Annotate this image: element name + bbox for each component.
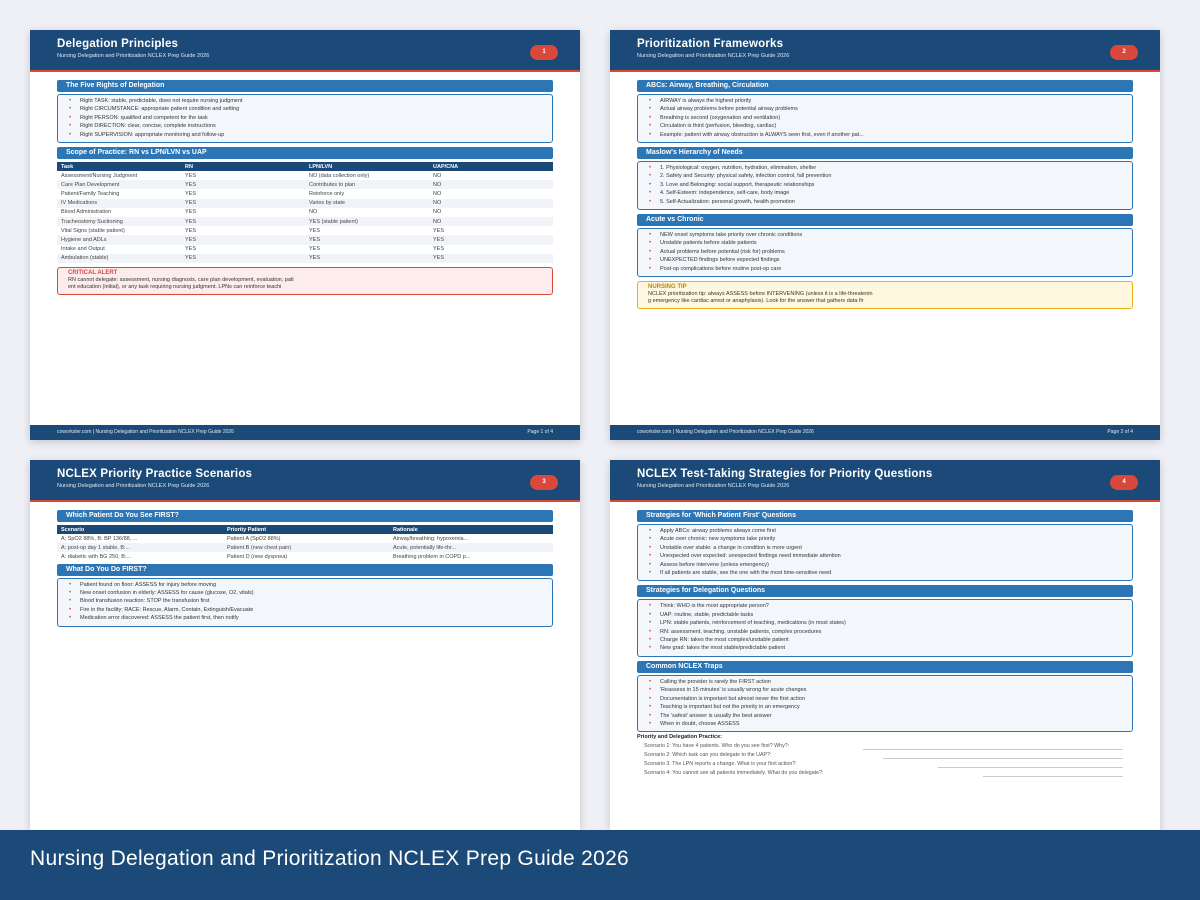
list-item: • Documentation is important but almost never the first action bbox=[644, 695, 1126, 703]
table-header-row bbox=[57, 162, 553, 171]
page-footer bbox=[30, 425, 580, 440]
abc-list-box bbox=[637, 94, 1133, 143]
list-item: • Example: patient with airway obstruction is ALWAYS seen first, even if another pat... bbox=[644, 131, 1126, 139]
list-item: • Calling the provider is rarely the FIRST action bbox=[644, 678, 1126, 686]
table-row bbox=[57, 235, 553, 244]
practice-prompt-text: Scenario 1: You have 4 patients. Who do you see first? Why?: bbox=[644, 743, 790, 750]
table-cell: Blood Administration bbox=[61, 209, 112, 216]
critical-alert bbox=[57, 267, 553, 295]
list-item: • Actual problems before potential (risk for) problems bbox=[644, 248, 1126, 256]
answer-line[interactable] bbox=[983, 776, 1123, 777]
list-item: • Right TASK: stable, predictable, does not require nursing judgment bbox=[64, 97, 546, 105]
table-cell: Varies by state bbox=[305, 199, 429, 208]
table-cell: Tracheostomy Suctioning bbox=[57, 217, 181, 226]
list-item: • Post-op complications before routine post-op care bbox=[644, 265, 1126, 273]
alert-text: ent education (initial), or any task requiring nursing judgment. LPNs can reinforce teachi bbox=[68, 283, 282, 290]
tip-text: g emergency like cardiac arrest or anaphylaxis). Look for the answer that gathers data fir bbox=[648, 298, 864, 305]
table-cell: Patient B (new chest pain) bbox=[223, 543, 389, 552]
banner-title: Nursing Delegation and Prioritization NCLEX Prep Guide 2026 bbox=[30, 847, 630, 870]
list-item: • Breathing is second (oxygenation and ventilation) bbox=[644, 114, 1126, 122]
page-title: NCLEX Priority Practice Scenarios bbox=[57, 468, 253, 480]
table-cell: YES bbox=[429, 254, 553, 263]
list-item: • AIRWAY is always the highest priority bbox=[644, 97, 1126, 105]
list-item: • Patient found on floor: ASSESS for injury before moving bbox=[64, 581, 546, 589]
table-cell: A: diabetic with BG 250, B:... bbox=[61, 553, 132, 560]
list-item: • UAP: routine, stable, predictable tasks bbox=[644, 611, 1126, 619]
list-item: • 2. Safety and Security: physical safety, infection control, fall prevention bbox=[644, 172, 1126, 180]
list-item: • Think: WHO is the most appropriate person? bbox=[644, 602, 1126, 610]
page-title: Prioritization Frameworks bbox=[637, 38, 784, 50]
table-cell: YES bbox=[181, 254, 305, 263]
alert-title: CRITICAL ALERT bbox=[68, 269, 118, 276]
list-item: • Unstable over stable: a change in condition is more urgent bbox=[644, 544, 1126, 552]
page-header bbox=[30, 30, 580, 72]
table-cell: YES (stable patient) bbox=[305, 217, 429, 226]
column-header: LPN/LVN bbox=[305, 162, 429, 171]
list-item: • Blood transfusion reaction: STOP the transfusion first bbox=[64, 597, 546, 605]
list-item: • NEW onset symptoms take priority over chronic conditions bbox=[644, 231, 1126, 239]
table-cell: NO bbox=[433, 172, 442, 179]
table-cell: NO bbox=[433, 209, 442, 216]
practice-prompt bbox=[637, 751, 1133, 760]
list-item: • 'Reassess in 15 minutes' is usually wrong for acute changes bbox=[644, 686, 1126, 694]
footer-page-count: Page 2 of 4 bbox=[1107, 429, 1133, 435]
page-title: NCLEX Test-Taking Strategies for Priority Questions bbox=[637, 468, 933, 480]
practice-heading: Priority and Delegation Practice: bbox=[637, 734, 722, 741]
table-row bbox=[57, 208, 553, 217]
table-row bbox=[57, 189, 553, 198]
table-cell: Ambulation (stable) bbox=[57, 254, 181, 263]
page-header bbox=[30, 460, 580, 502]
column-header: Priority Patient bbox=[223, 525, 389, 534]
page-3 bbox=[30, 460, 580, 830]
list-item: • New onset confusion in elderly: ASSESS for cause (glucose, O2, vitals) bbox=[64, 589, 546, 597]
do-first-list-box bbox=[57, 578, 553, 627]
list-item: • Assess before intervene (unless emergency) bbox=[644, 561, 1126, 569]
list-item: • 5. Self-Actualization: personal growth, health promotion bbox=[644, 198, 1126, 206]
column-header: Scenario bbox=[57, 525, 223, 534]
table-cell: YES bbox=[185, 172, 197, 179]
table-cell: NO bbox=[429, 217, 553, 226]
list-item: • Actual airway problems before potential airway problems bbox=[644, 105, 1126, 113]
table-row bbox=[57, 226, 553, 235]
page-number-badge: 3 bbox=[530, 475, 558, 490]
list-item: • LPN: stable patients, reinforcement of teaching, medications (in most states) bbox=[644, 619, 1126, 627]
page-number-badge: 1 bbox=[530, 45, 558, 60]
list-item: • The 'safest' answer is usually the best answer bbox=[644, 712, 1126, 720]
table-cell: Airway/breathing: hypoxemia... bbox=[393, 535, 469, 542]
list-item: • Medication error discovered: ASSESS the patient first, then notify bbox=[64, 614, 546, 622]
table-cell: NO (data collection only) bbox=[309, 172, 370, 179]
section-header: ABCs: Airway, Breathing, Circulation bbox=[637, 80, 1133, 92]
table-cell: YES bbox=[433, 246, 445, 253]
list-item: • Unstable patients before stable patients bbox=[644, 239, 1126, 247]
page-header bbox=[610, 30, 1160, 72]
practice-prompt-text: Scenario 2: Which task can you delegate to the UAP?: bbox=[644, 752, 772, 759]
table-cell: Intake and Output bbox=[61, 246, 105, 253]
table-cell: Patient/Family Teaching bbox=[61, 191, 120, 197]
table-cell: Vital Signs (stable patient) bbox=[61, 227, 125, 234]
list-item: • 4. Self-Esteem: independence, self-care, body image bbox=[644, 189, 1126, 197]
page-title: Delegation Principles bbox=[57, 38, 179, 50]
list-item: • UNEXPECTED findings before expected findings bbox=[644, 256, 1126, 264]
table-cell: Breathing problem in COPD p... bbox=[393, 553, 471, 560]
table-cell: YES bbox=[429, 235, 553, 244]
list-item: • 3. Love and Belonging: social support, therapeutic relationships bbox=[644, 181, 1126, 189]
practice-prompt-text: Scenario 3: The LPN reports a change. What is your first action?: bbox=[644, 761, 797, 768]
acute-list-box bbox=[637, 228, 1133, 277]
list-item: • Fire in the facility: RACE: Rescue, Alarm, Contain, Extinguish/Evacuate bbox=[64, 606, 546, 614]
table-cell: YES bbox=[181, 235, 305, 244]
list-item: • Right PERSON: qualified and competent for the task bbox=[64, 114, 546, 122]
section-header: Acute vs Chronic bbox=[637, 214, 1133, 226]
table-cell: NO bbox=[429, 199, 553, 208]
table-cell: YES bbox=[181, 180, 305, 189]
table-row bbox=[57, 171, 553, 180]
page-footer bbox=[610, 425, 1160, 440]
practice-prompt bbox=[637, 760, 1133, 769]
table-cell: YES bbox=[185, 227, 197, 234]
list-item: • Apply ABCs: airway problems always come first bbox=[644, 527, 1126, 535]
table-row bbox=[57, 552, 553, 561]
table-row bbox=[57, 543, 553, 552]
column-header: UAP/CNA bbox=[429, 162, 553, 171]
table-cell: A: SpO2 88%, B: BP 136/88, ... bbox=[61, 535, 138, 542]
table-cell: YES bbox=[185, 191, 197, 197]
table-cell: Reinforce only bbox=[309, 191, 345, 197]
table-cell: YES bbox=[309, 227, 321, 234]
page-subtitle: Nursing Delegation and Prioritization NCLEX Prep Guide 2026 bbox=[637, 53, 790, 59]
page-number-badge: 4 bbox=[1110, 475, 1138, 490]
page-number-badge: 2 bbox=[1110, 45, 1138, 60]
list-item: • Unexpected over expected: unexpected findings need immediate attention bbox=[644, 552, 1126, 560]
practice-section bbox=[637, 734, 1133, 778]
table-cell: Care Plan Development bbox=[57, 180, 181, 189]
practice-prompt bbox=[637, 742, 1133, 751]
list-item: • If all patients are stable, see the one with the most time-sensitive need bbox=[644, 569, 1126, 577]
table-row bbox=[57, 199, 553, 208]
section-header: Common NCLEX Traps bbox=[637, 661, 1133, 673]
list-item: • New grad: takes the most stable/predictable patient bbox=[644, 644, 1126, 652]
table-cell: YES bbox=[309, 246, 321, 253]
scenario-table bbox=[57, 525, 553, 562]
table-row bbox=[57, 534, 553, 543]
section-header: Strategies for 'Which Patient First' Questions bbox=[637, 510, 1133, 522]
table-cell: Patient D (new dyspnea) bbox=[227, 553, 288, 560]
page-subtitle: Nursing Delegation and Prioritization NCLEX Prep Guide 2026 bbox=[57, 483, 210, 489]
maslow-list-box bbox=[637, 161, 1133, 210]
table-cell: Assessment/Nursing Judgment bbox=[61, 172, 138, 179]
practice-prompt-text: Scenario 4: You cannot see all patients immediately. What do you delegate?: bbox=[644, 770, 824, 777]
page-2 bbox=[610, 30, 1160, 440]
page-1 bbox=[30, 30, 580, 440]
page-subtitle: Nursing Delegation and Prioritization NCLEX Prep Guide 2026 bbox=[57, 53, 210, 59]
table-row bbox=[57, 245, 553, 254]
table-cell: YES bbox=[305, 235, 429, 244]
section-header: What Do You Do FIRST? bbox=[57, 564, 553, 576]
table-cell: NO bbox=[433, 191, 442, 197]
table-cell: YES bbox=[305, 254, 429, 263]
list-item: • Right CIRCUMSTANCE: appropriate patient condition and setting bbox=[64, 105, 546, 113]
page-header bbox=[610, 460, 1160, 502]
page-4 bbox=[610, 460, 1160, 830]
column-header: Task bbox=[57, 162, 181, 171]
list-item: • Right SUPERVISION: appropriate monitoring and follow-up bbox=[64, 131, 546, 139]
bottom-banner bbox=[0, 830, 1200, 900]
table-cell: Acute, potentially life-thr... bbox=[389, 543, 553, 552]
table-cell: Contributes to plan bbox=[305, 180, 429, 189]
tip-text: NCLEX prioritization tip: always ASSESS before INTERVENING (unless it is a life-threatenin bbox=[648, 291, 873, 298]
alert-text: RN cannot delegate: assessment, nursing diagnosis, care plan development, evaluation, pati bbox=[68, 276, 294, 283]
table-cell: YES bbox=[185, 209, 197, 216]
page-subtitle: Nursing Delegation and Prioritization NCLEX Prep Guide 2026 bbox=[637, 483, 790, 489]
list-item: • Right DIRECTION: clear, concise, complete instructions bbox=[64, 122, 546, 130]
answer-line[interactable] bbox=[938, 767, 1123, 768]
which-first-list-box bbox=[637, 524, 1133, 581]
table-header-row bbox=[57, 525, 553, 534]
list-item: • When in doubt, choose ASSESS bbox=[644, 720, 1126, 728]
practice-prompt bbox=[637, 769, 1133, 778]
column-header: Rationale bbox=[389, 525, 553, 534]
list-item: • RN: assessment, teaching, unstable patients, complex procedures bbox=[644, 628, 1126, 636]
footer-source: coworksler.com | Nursing Delegation and Prioritization NCLEX Prep Guide 2026 bbox=[57, 429, 234, 435]
list-item: • Acute over chronic: new symptoms take priority bbox=[644, 535, 1126, 543]
list-item: • Charge RN: takes the most complex/unstable patient bbox=[644, 636, 1126, 644]
table-row bbox=[57, 254, 553, 263]
list-item: • 1. Physiological: oxygen, nutrition, hydration, elimination, shelter bbox=[644, 164, 1126, 172]
table-cell: YES bbox=[433, 227, 445, 234]
table-cell: YES bbox=[181, 217, 305, 226]
section-header: Which Patient Do You See FIRST? bbox=[57, 510, 553, 522]
rights-list-box bbox=[57, 94, 553, 143]
section-header: The Five Rights of Delegation bbox=[57, 80, 553, 92]
answer-line[interactable] bbox=[863, 749, 1123, 750]
column-header: RN bbox=[181, 162, 305, 171]
section-header: Scope of Practice: RN vs LPN/LVN vs UAP bbox=[57, 147, 553, 159]
scope-table bbox=[57, 162, 553, 263]
nursing-tip bbox=[637, 281, 1133, 309]
table-cell: A: post-op day 1 stable, B:... bbox=[57, 543, 223, 552]
list-item: • Circulation is third (perfusion, bleeding, cardiac) bbox=[644, 122, 1126, 130]
table-cell: Patient A (SpO2 88%) bbox=[227, 535, 281, 542]
list-item: • Teaching is important but not the priority in an emergency bbox=[644, 703, 1126, 711]
table-cell: Hygiene and ADLs bbox=[57, 235, 181, 244]
table-cell: NO bbox=[429, 180, 553, 189]
table-row bbox=[57, 180, 553, 189]
table-cell: YES bbox=[185, 246, 197, 253]
section-header: Maslow's Hierarchy of Needs bbox=[637, 147, 1133, 159]
table-cell: NO bbox=[309, 209, 318, 216]
footer-source: coworksler.com | Nursing Delegation and Prioritization NCLEX Prep Guide 2026 bbox=[637, 429, 814, 435]
footer-page-count: Page 1 of 4 bbox=[527, 429, 553, 435]
delegation-list-box bbox=[637, 599, 1133, 656]
tip-title: NURSING TIP bbox=[648, 284, 687, 291]
answer-line[interactable] bbox=[883, 758, 1123, 759]
table-cell: IV Medications bbox=[57, 199, 181, 208]
table-row bbox=[57, 217, 553, 226]
table-cell: YES bbox=[181, 199, 305, 208]
section-header: Strategies for Delegation Questions bbox=[637, 585, 1133, 597]
traps-list-box bbox=[637, 675, 1133, 732]
